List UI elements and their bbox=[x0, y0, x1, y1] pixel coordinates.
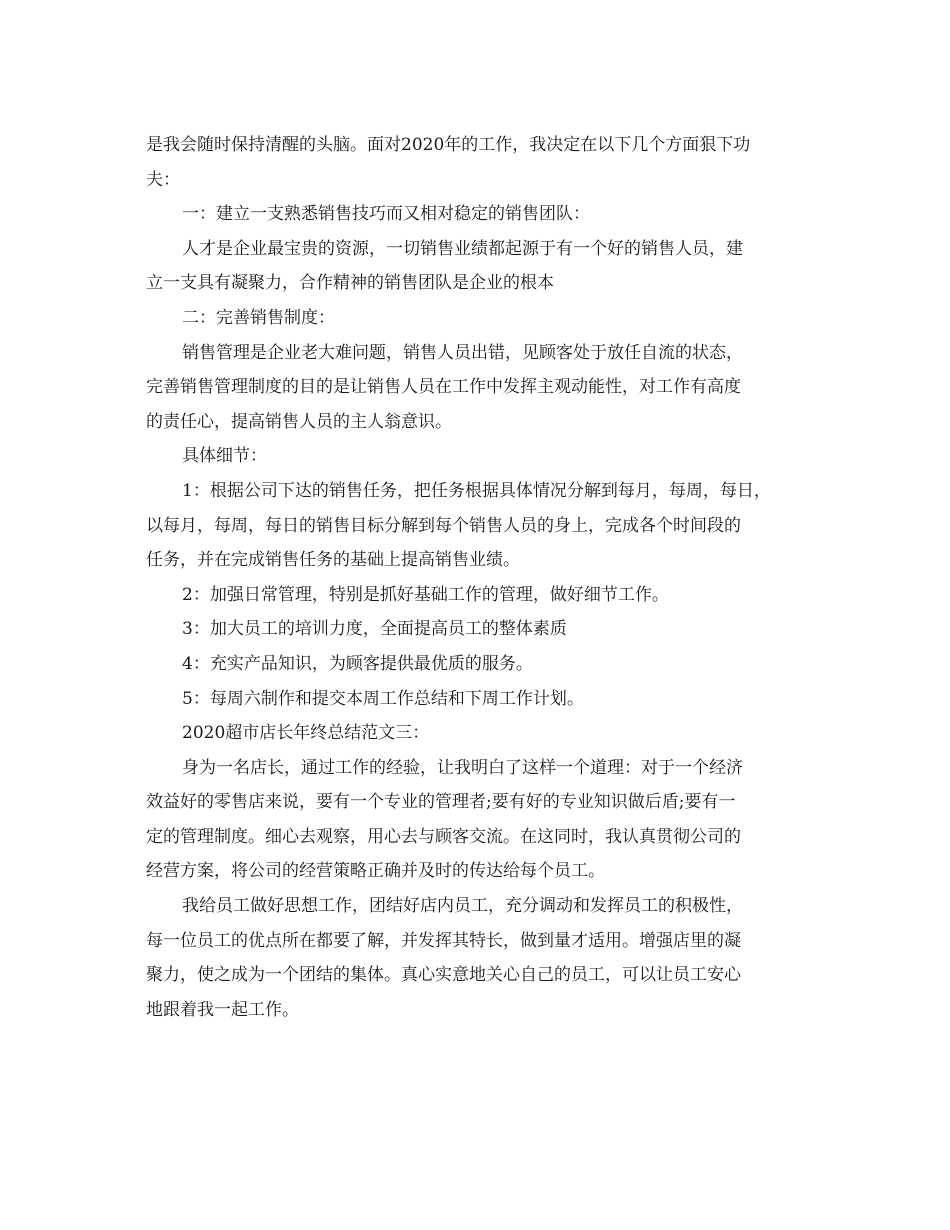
text-line: 地跟着我一起工作。 bbox=[146, 999, 299, 1020]
text-line: 立一支具有凝聚力，合作精神的销售团队是企业的根本 bbox=[146, 273, 554, 294]
text-line: 的责任心，提高销售人员的主人翁意识。 bbox=[146, 411, 452, 432]
text-line: 以每月，每周，每日的销售目标分解到每个销售人员的身上，完成各个时间段的 bbox=[146, 515, 741, 536]
text-line: 4：充实产品知识，为顾客提供最优质的服务。 bbox=[182, 653, 533, 674]
text-line: 定的管理制度。细心去观察，用心去与顾客交流。在这同时，我认真贯彻公司的 bbox=[146, 826, 741, 847]
text-line: 2020超市店长年终总结范文三： bbox=[182, 723, 430, 744]
document-body bbox=[146, 128, 808, 1027]
text-line: 我给员工做好思想工作，团结好店内员工，充分调动和发挥员工的积极性， bbox=[182, 896, 743, 917]
text-line: 是我会随时保持清醒的头脑。面对2020年的工作，我决定在以下几个方面狠下功 bbox=[146, 135, 751, 155]
text-line: 身为一名店长，通过工作的经验，让我明白了这样一个道理：对于一个经济 bbox=[182, 757, 743, 778]
text-line: 3：加大员工的培训力度，全面提高员工的整体素质 bbox=[182, 619, 567, 640]
text-line: 完善销售管理制度的目的是让销售人员在工作中发挥主观动能性，对工作有高度 bbox=[146, 377, 741, 398]
text-line: 聚力，使之成为一个团结的集体。真心实意地关心自己的员工，可以让员工安心 bbox=[146, 965, 741, 986]
text-line: 任务，并在完成销售任务的基础上提高销售业绩。 bbox=[146, 550, 520, 571]
text-line: 效益好的零售店来说，要有一个专业的管理者;要有好的专业知识做后盾;要有一 bbox=[146, 792, 736, 813]
text-line: 人才是企业最宝贵的资源，一切销售业绩都起源于有一个好的销售人员，建 bbox=[182, 238, 743, 259]
text-line: 5：每周六制作和提交本周工作总结和下周工作计划。 bbox=[182, 688, 584, 709]
text-line: 销售管理是企业老大难问题，销售人员出错，见顾客处于放任自流的状态， bbox=[182, 342, 743, 363]
text-line: 每一位员工的优点所在都要了解，并发挥其特长，做到量才适用。增强店里的凝 bbox=[146, 930, 741, 951]
text-line: 1：根据公司下达的销售任务，把任务根据具体情况分解到每月，每周，每日， bbox=[182, 480, 771, 501]
text-line: 2：加强日常管理，特别是抓好基础工作的管理，做好细节工作。 bbox=[182, 584, 669, 605]
text-line: 具体细节： bbox=[182, 446, 267, 467]
text-line: 一：建立一支熟悉销售技巧而又相对稳定的销售团队： bbox=[182, 204, 590, 225]
text-line: 经营方案，将公司的经营策略正确并及时的传达给每个员工。 bbox=[146, 861, 605, 882]
text-line: 夫： bbox=[146, 169, 180, 190]
text-line: 二：完善销售制度： bbox=[182, 307, 335, 328]
